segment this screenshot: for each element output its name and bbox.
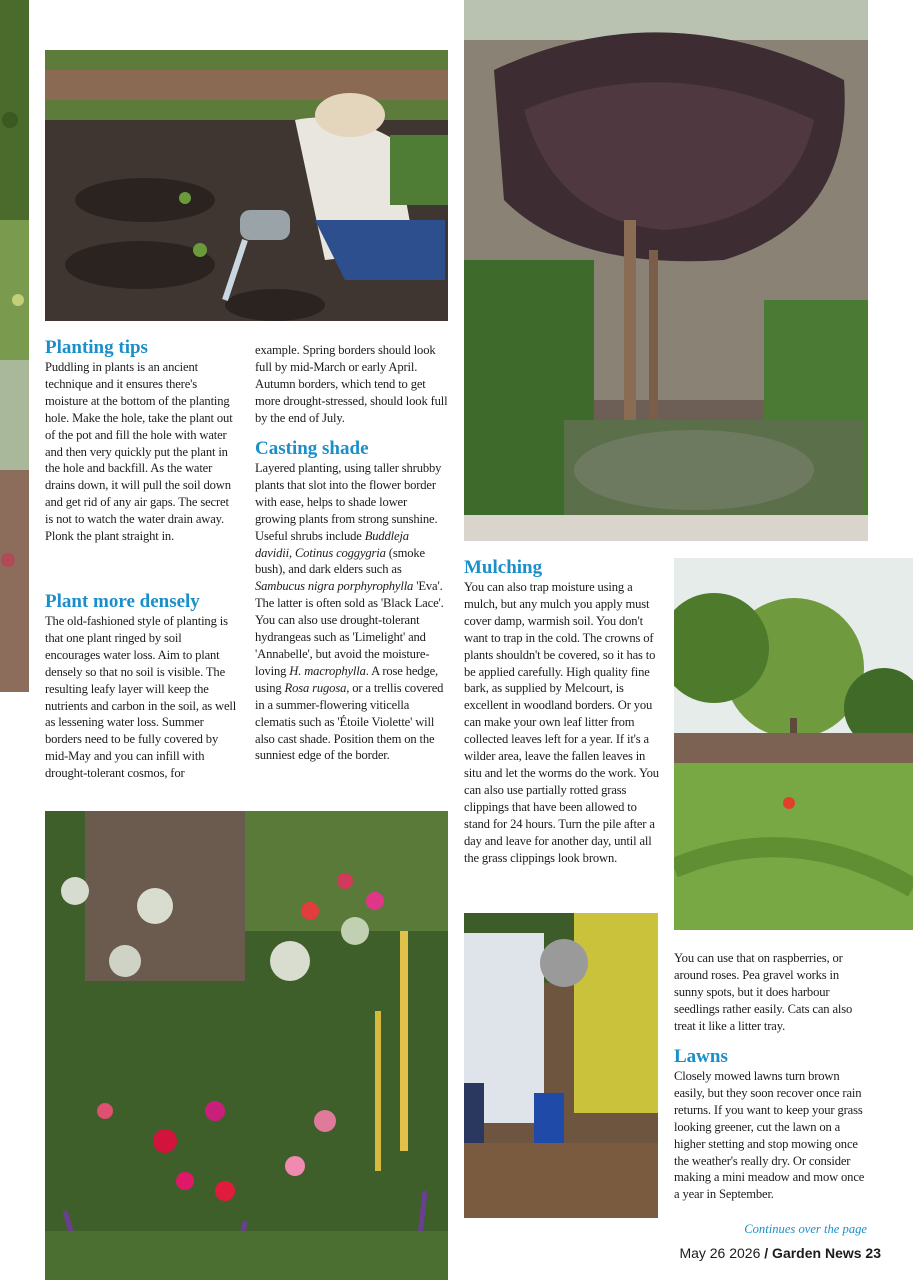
casting-shade-body: [255, 460, 448, 764]
casting-shade-text: [255, 460, 448, 764]
plant-more-densely-heading: Plant more densely: [45, 591, 200, 612]
planting-tips-body: [45, 359, 235, 545]
page-footer: [679, 1245, 881, 1261]
casting-shade-text-1: Layered planting, using taller shrubby plants that slot into the flower border with ease, helps to shade lower growing plants from strong sunshine. Useful shrubs include: [255, 461, 442, 543]
buddleja-name: Buddleja davidii: [255, 528, 409, 560]
photo-mulching: [464, 913, 658, 1218]
casting-shade-heading: Casting shade: [255, 438, 369, 459]
publication-page: / Garden News 23: [764, 1245, 881, 1261]
planting-tips-text: Puddling in plants is an ancient technique and it ensures there's moisture at the bottom of the planting hole. Make the hole, take the plant out of the pot and fill the hole with water and then very quickly put the plant in the hole and backfill. As the water drains down, it will pull the soil down and get rid of any air gaps. The secret is not to watch the water drain away. Plonk the plant straight in.: [45, 360, 233, 544]
continues-over-page-note: Continues over the page: [744, 1222, 867, 1236]
mulching-text: You can also trap moisture using a mulch, but any mulch you apply must cover damp, warmish soil. You don't want to trap in the cold. The crowns of plants shouldn't be covered, so it has to be applied carefully. High quality fine bark, as supplied by Melcourt, is excellent in woodland borders. Or you can make your own leaf litter from collected leaves left for a year. If it's a wilder area, leave the fallen leaves in situ and let the worms do the work. You can also use partially rotted grass clippings that have been allowed to stand for 24 hours. Turn the pile after a day and leave for another day, until all the grass clippings look brown.: [464, 580, 659, 865]
lawns-body: [674, 1068, 870, 1203]
photo-gardener-watering: [45, 50, 448, 321]
plant-more-densely-text: The old-fashioned style of planting is that one plant ringed by soil encourages water loss. Aim to plant densely so that no soil is visible. The resulting leafy layer will keep the nutrients and carbon in the soil, as well as lessening water loss. Summer borders need to be fully covered by mid-May and you can infill with drought-tolerant cosmos, for: [45, 614, 237, 781]
casting-shade-sep-1: ,: [288, 545, 295, 560]
mulching-continued-text: You can use that on raspberries, or around roses. Pea gravel works in sunny spots, but it does harbour seedlings rather easily. Cats can also treat it like a litter tray.: [674, 951, 853, 1033]
casting-shade-text-3: 'Eva'. The latter is often sold as 'Black Lace'. You can also use drought-tolerant hydrangeas such as 'Limelight' and 'Annabelle', but avoid the moisture-loving: [255, 579, 444, 678]
casting-shade-text-2: (smoke bush), and dark elders such as: [255, 545, 425, 577]
lawns-heading: Lawns: [674, 1046, 728, 1067]
casting-shade-text-4: . A rose hedge, using: [255, 663, 439, 695]
photo-flower-border: [45, 811, 448, 1280]
photo-lawn: [674, 558, 913, 930]
rugosa-name: Rosa rugosa: [284, 680, 347, 695]
mulching-heading: Mulching: [464, 557, 543, 578]
lawns-text: Closely mowed lawns turn brown easily, but they soon recover once rain returns. If you want to keep your grass looking greener, cut the lawn on a higher stetting and stop mowing once the weather's really dry. Or consider making a mini meadow and mow once a year in September.: [674, 1069, 865, 1202]
mulching-continued: [674, 950, 870, 1035]
left-edge-photo: [0, 0, 29, 692]
mulching-body: [464, 579, 660, 866]
macrophylla-name: H. macrophylla: [289, 663, 366, 678]
plant-more-densely-continued: [255, 342, 448, 427]
planting-tips-heading: Planting tips: [45, 337, 148, 358]
casting-shade-text-5: , or a trellis covered in a summer-flowering viticella clematis such as 'Étoile Violette' will also cast shade. Position them on the sunniest edge of the border.: [255, 680, 444, 763]
issue-date: May 26 2026: [679, 1245, 761, 1261]
cotinus-name: Cotinus coggygria: [294, 545, 386, 560]
plant-more-densely-continued-text: example. Spring borders should look full by mid-March or early April. Autumn borders, which tend to get more drought-stressed, should look full by the end of July.: [255, 343, 448, 425]
sambucus-name: Sambucus nigra porphyrophylla: [255, 579, 414, 594]
photo-elder-tree: [464, 0, 868, 541]
plant-more-densely-body: [45, 613, 237, 782]
